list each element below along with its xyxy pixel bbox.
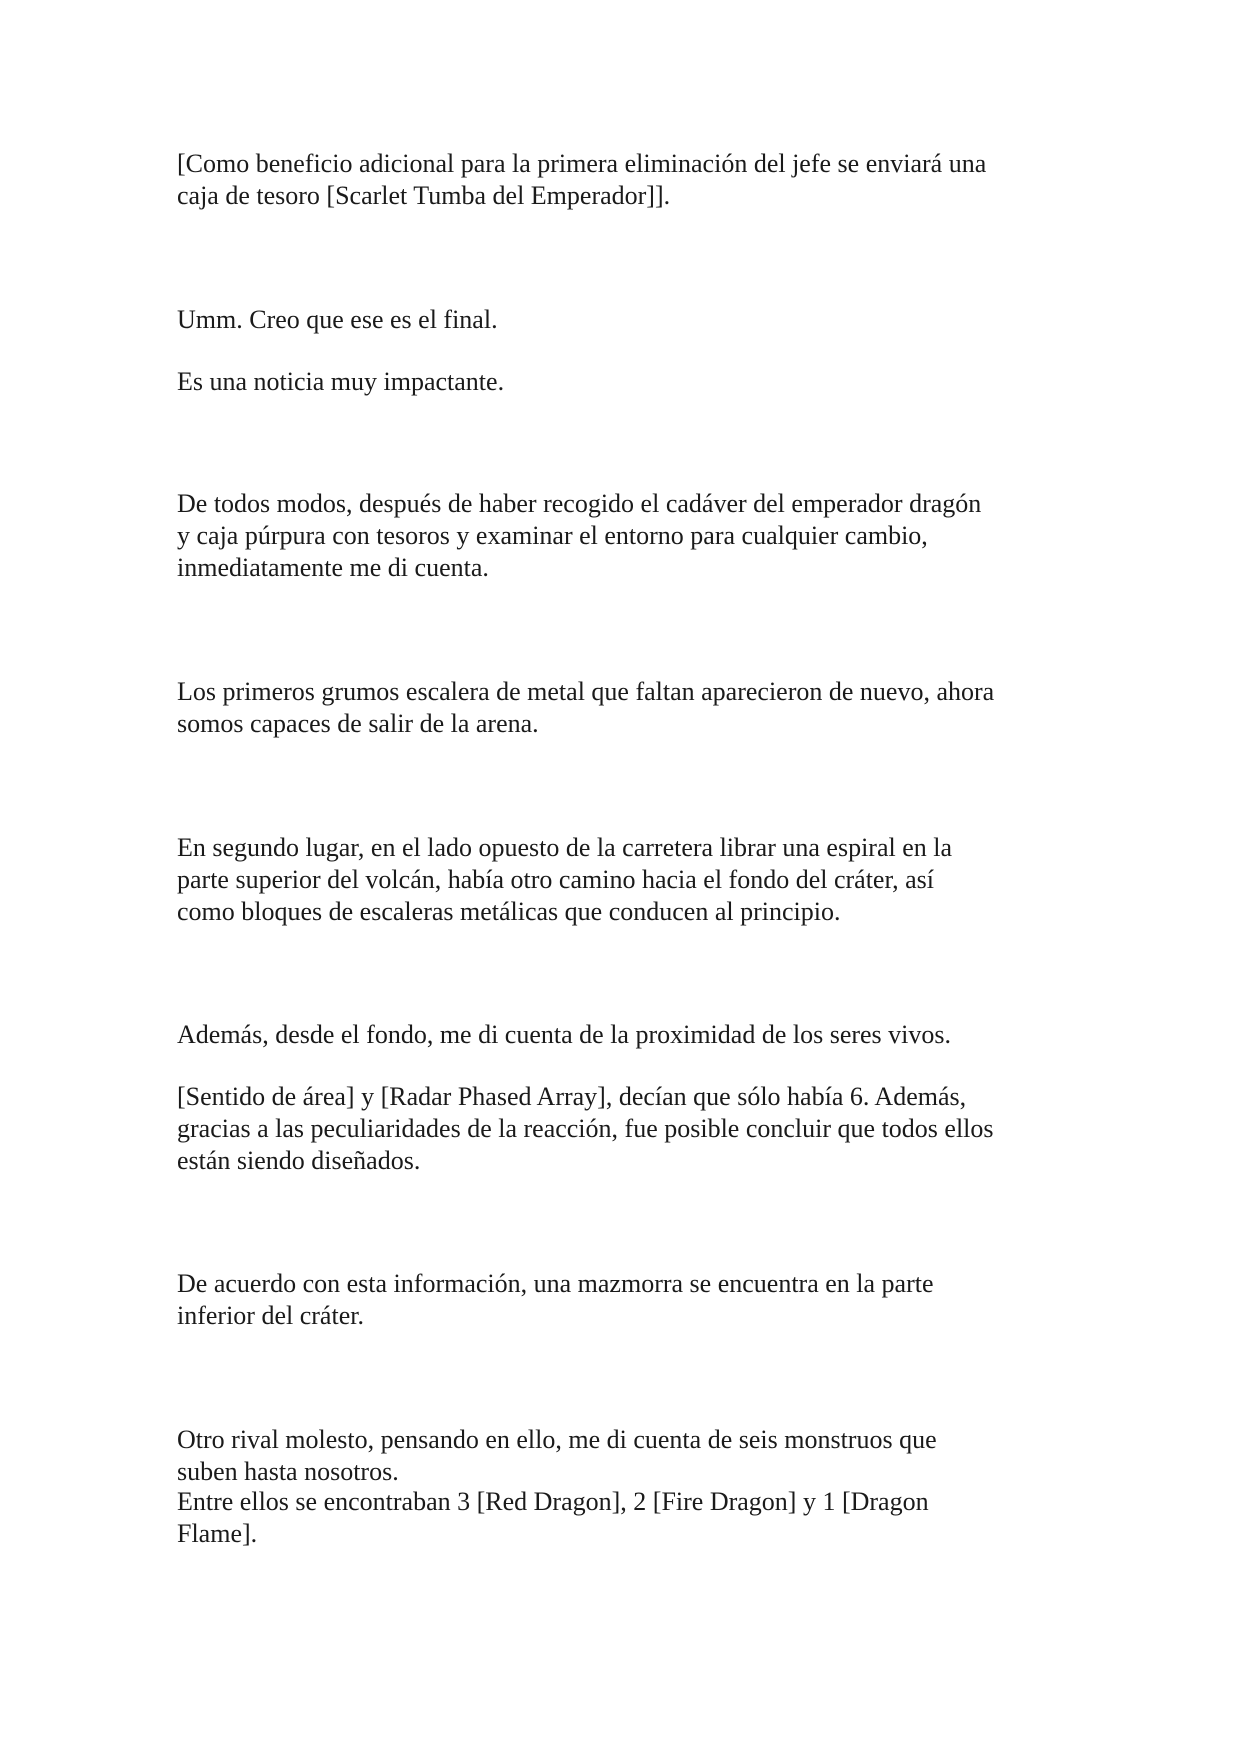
paragraph-2: Umm. Creo que ese es el final. — [177, 305, 498, 334]
paragraph-7: Además, desde el fondo, me di cuenta de la proximidad de los seres vivos. — [177, 1020, 952, 1049]
paragraph-9: De acuerdo con esta información, una mazmorra se encuentra en la parte inferior del cráter. — [177, 1269, 934, 1330]
paragraph-6: En segundo lugar, en el lado opuesto de la carretera librar una espiral en la parte superior del volcán, había otro camino hacia el fondo del cráter, así como bloques de escaleras metálicas que conducen al principio. — [177, 833, 953, 926]
paragraph-10: Otro rival molesto, pensando en ello, me di cuenta de seis monstruos que suben hasta nosotros. — [177, 1425, 937, 1486]
paragraph-11: Entre ellos se encontraban 3 [Red Dragon], 2 [Fire Dragon] y 1 [Dragon Flame]. — [177, 1487, 929, 1548]
paragraph-5: Los primeros grumos escalera de metal que faltan aparecieron de nuevo, ahora somos capaces de salir de la arena. — [177, 677, 995, 738]
paragraph-3: Es una noticia muy impactante. — [177, 367, 505, 396]
paragraph-4: De todos modos, después de haber recogido el cadáver del emperador dragón y caja púrpura con tesoros y examinar el entorno para cualquier cambio, inmediatamente me di cuenta. — [177, 489, 982, 582]
paragraph-1: [Como beneficio adicional para la primera eliminación del jefe se enviará una caja de tesoro [Scarlet Tumba del Emperador]]. — [177, 149, 987, 210]
paragraph-8: [Sentido de área] y [Radar Phased Array], decían que sólo había 6. Además, gracias a las peculiaridades de la reacción, fue posible concluir que todos ellos están siendo diseñados. — [177, 1082, 994, 1175]
